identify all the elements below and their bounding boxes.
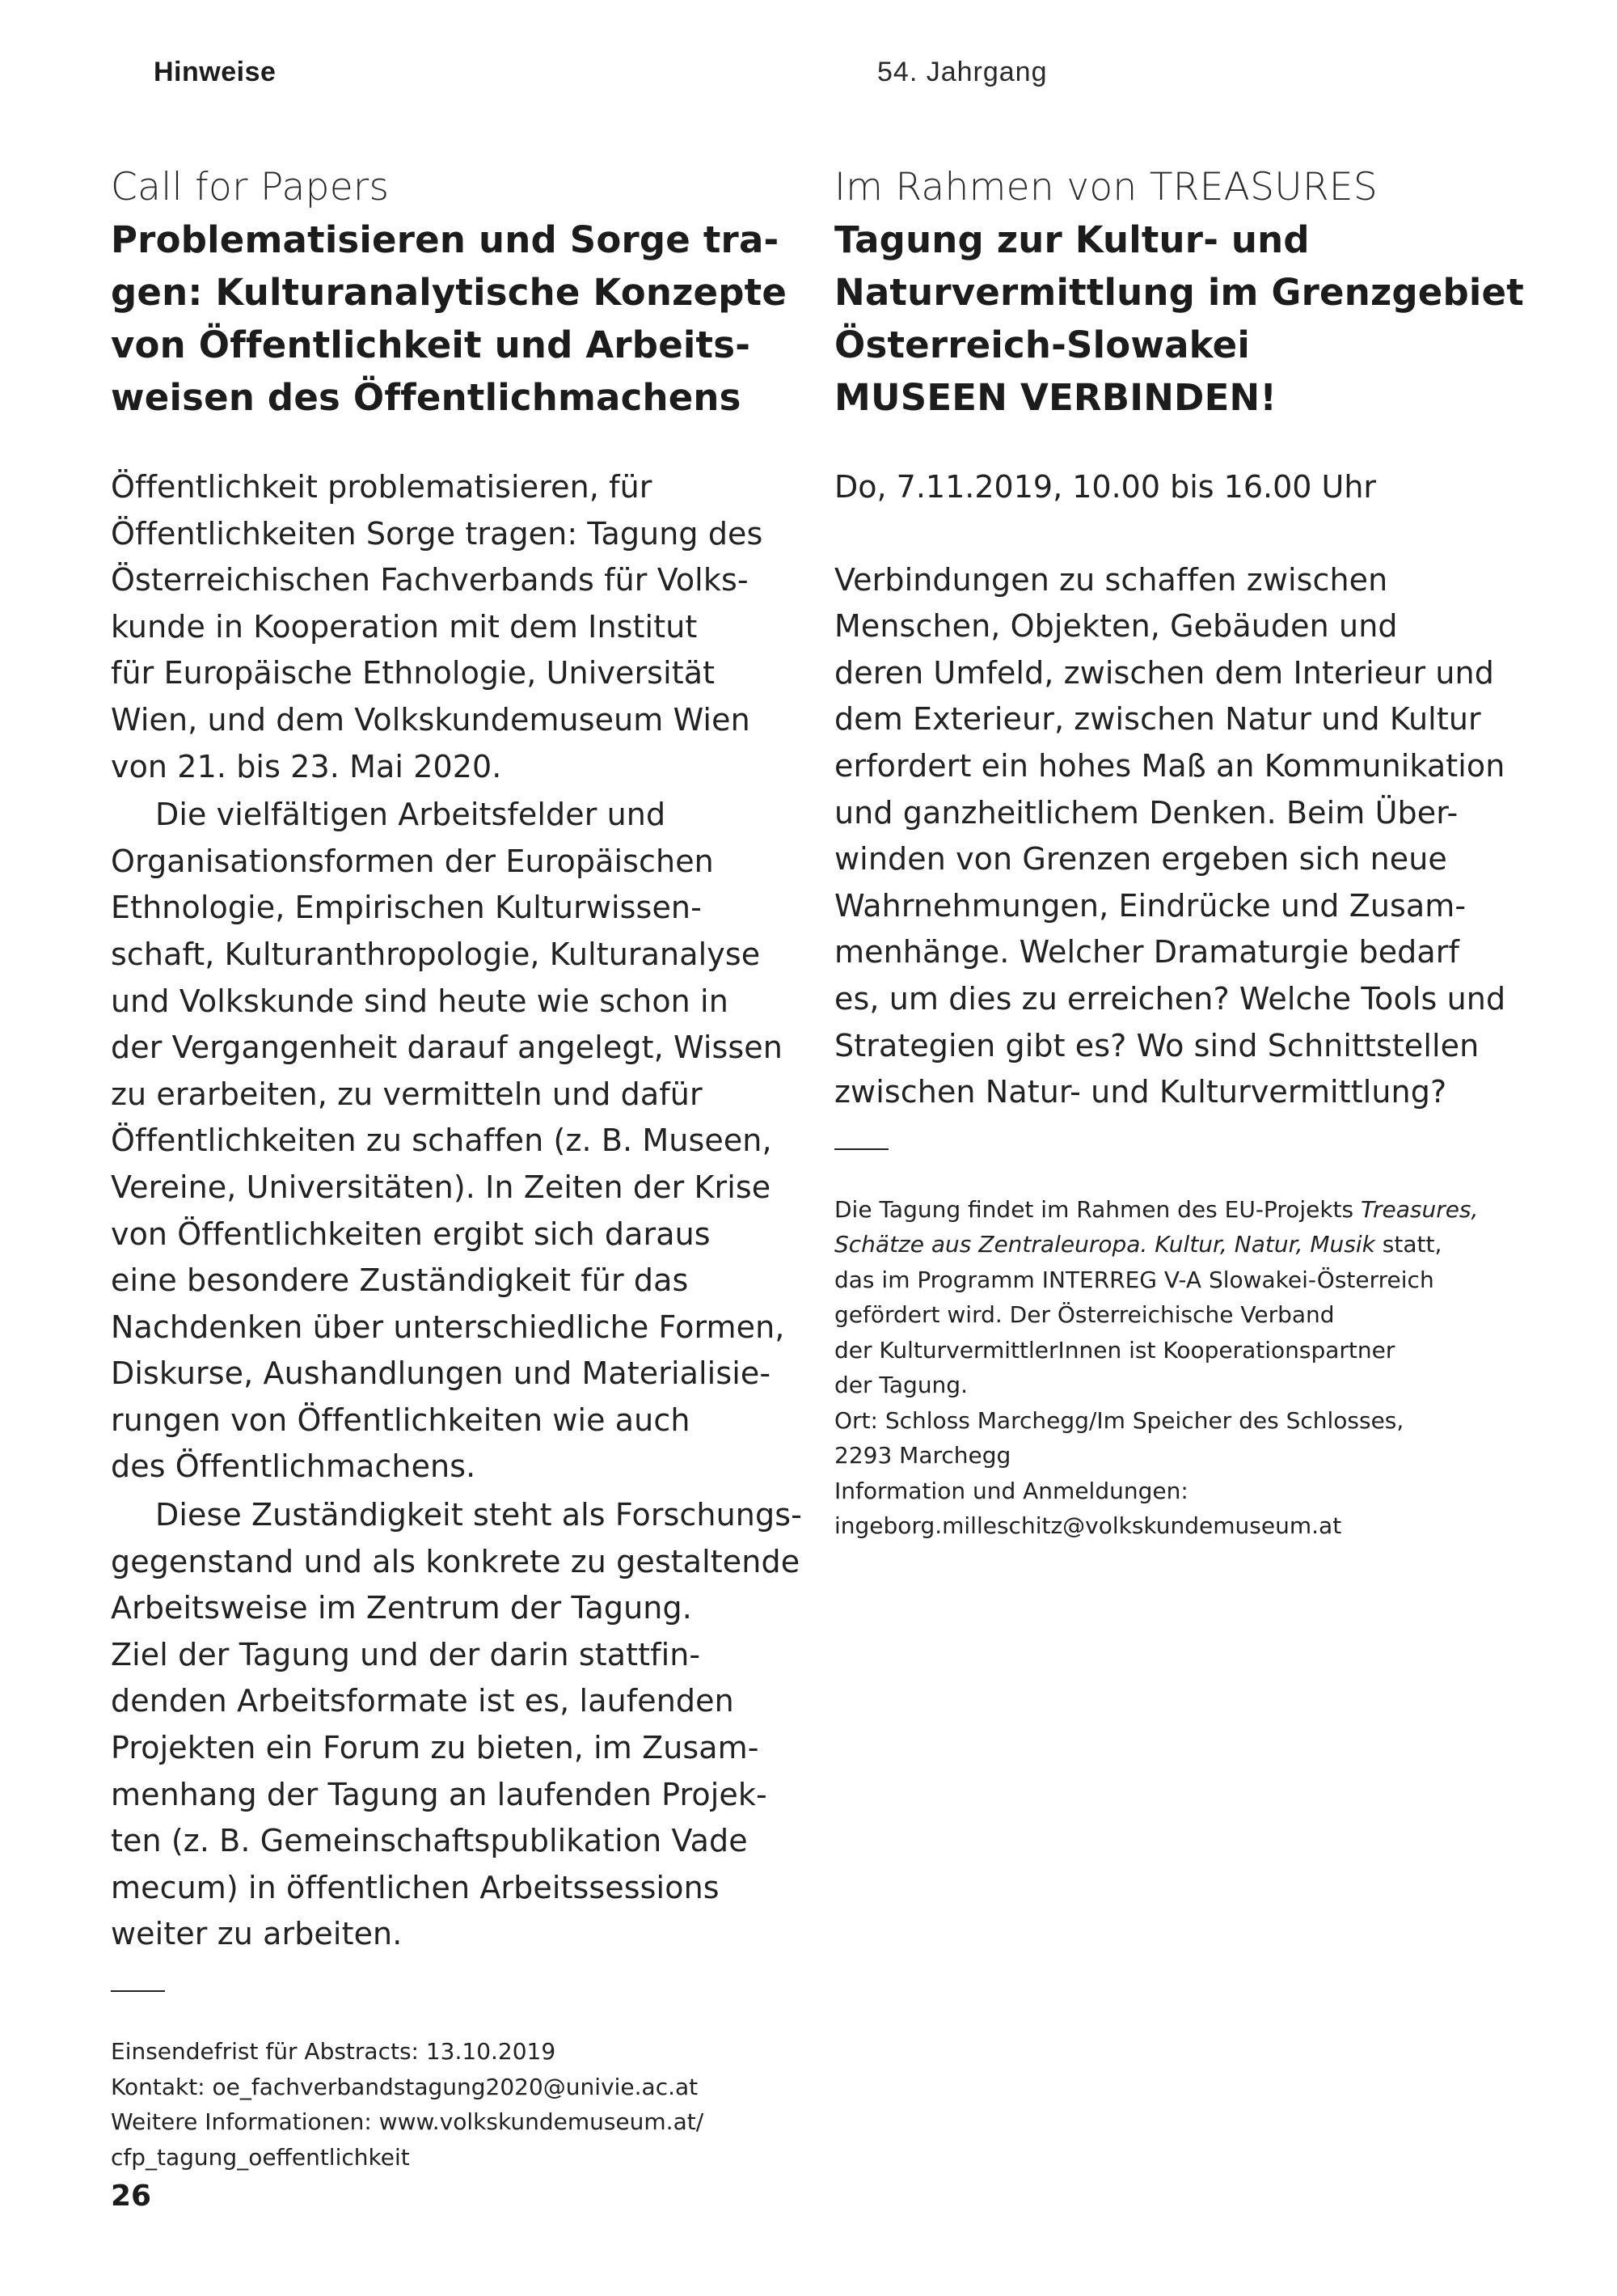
body-line: winden von Grenzen ergeben sich neue <box>834 841 1447 877</box>
body-line: und ganzheitlichem Denken. Beim Über- <box>834 794 1459 831</box>
body-line: denden Arbeitsformate ist es, laufenden <box>111 1683 734 1719</box>
event-date: Do, 7.11.2019, 10.00 bis 16.00 Uhr <box>834 469 1377 505</box>
body-line: Diskurse, Aushandlungen und Materialisie- <box>111 1355 771 1392</box>
project-note-line: der Tagung. <box>834 1372 968 1399</box>
article-kicker: Call for Papers <box>111 165 390 209</box>
article-headline <box>111 214 806 424</box>
footnote-divider <box>111 1990 165 1992</box>
headline-line: MUSEEN VERBINDEN! <box>834 376 1277 419</box>
body-line: Öffentlichkeiten zu schaffen (z. B. Museen, <box>111 1123 772 1159</box>
body-line: Die vielfältigen Arbeitsfelder und <box>155 797 666 833</box>
body-line: menhang der Tagung an laufenden Projek- <box>111 1776 767 1812</box>
body-line: Verbindungen zu schaffen zwischen <box>834 561 1388 598</box>
article-headline <box>834 214 1546 424</box>
body-line: kunde in Kooperation mit dem Institut <box>111 608 698 645</box>
body-line: Arbeitsweise im Zentrum der Tagung. <box>111 1590 692 1626</box>
registration-email[interactable]: ingeborg.milleschitz@volkskundemuseum.at <box>834 1512 1342 1540</box>
body-line: gegenstand und als konkrete zu gestaltende <box>111 1543 800 1579</box>
body-line: Öffentlichkeit problematisieren, für <box>111 469 652 505</box>
body-line: zwischen Natur- und Kulturvermittlung? <box>834 1074 1447 1110</box>
headline-line: Österreich-Slowakei <box>834 323 1250 366</box>
project-note-line: das im Programm INTERREG V-A Slowakei-Österreich <box>834 1266 1434 1293</box>
project-note-line <box>834 1227 1546 1262</box>
contact-email[interactable]: Kontakt: oe_fachverbandstagung2020@univie.ac.at <box>111 2073 699 2100</box>
body-line: Strategien gibt es? Wo sind Schnittstellen <box>834 1027 1480 1063</box>
body-line: der Vergangenheit darauf angelegt, Wissen <box>111 1030 783 1066</box>
running-head-section: Hinweise <box>154 57 277 87</box>
body-line: Wahrnehmungen, Eindrücke und Zusam- <box>834 887 1467 924</box>
paragraph-2 <box>111 792 806 1490</box>
body-line: Vereine, Universitäten). In Zeiten der Krise <box>111 1169 771 1205</box>
running-head-volume: 54. Jahrgang <box>877 57 1048 87</box>
body-line: Menschen, Objekten, Gebäuden und <box>834 608 1398 645</box>
body-line: zu erarbeiten, zu vermitteln und dafür <box>111 1076 703 1112</box>
headline-line: Tagung zur Kultur- und <box>834 218 1310 261</box>
body-line: es, um dies zu erreichen? Welche Tools und <box>834 980 1506 1017</box>
paragraph-3 <box>111 1492 806 1958</box>
body-line: schaft, Kulturanthropologie, Kulturanalyse <box>111 936 761 972</box>
event-location-postcode: 2293 Marchegg <box>834 1442 1011 1469</box>
more-info-link[interactable]: Weitere Informationen: www.volkskundemuseum.at/ <box>111 2108 704 2135</box>
body-line: Organisationsformen der Europäischen <box>111 843 714 879</box>
project-note-line: der KulturvermittlerInnen ist Kooperationspartner <box>834 1336 1395 1364</box>
body-line: Diese Zuständigkeit steht als Forschungs- <box>155 1497 802 1533</box>
body-line: von 21. bis 23. Mai 2020. <box>111 748 502 784</box>
body-line: ten (z. B. Gemeinschaftspublikation Vade <box>111 1823 748 1859</box>
body-line: Öffentlichkeiten Sorge tragen: Tagung des <box>111 515 763 552</box>
body-line: für Europäische Ethnologie, Universität <box>111 655 716 691</box>
body-line: mecum) in öffentlichen Arbeitssessions <box>111 1869 720 1905</box>
body-line: deren Umfeld, zwischen dem Interieur und <box>834 654 1494 691</box>
body-line: eine besondere Zuständigkeit für das <box>111 1262 689 1299</box>
event-location: Ort: Schloss Marchegg/Im Speicher des Schlosses, <box>834 1406 1404 1434</box>
body-line: Österreichischen Fachverbands für Volks- <box>111 562 749 598</box>
body-line: weiter zu arbeiten. <box>111 1916 403 1952</box>
body-line: Ethnologie, Empirischen Kulturwissen- <box>111 890 702 926</box>
headline-line: Naturvermittlung im Grenzgebiet <box>834 271 1524 314</box>
body-line: Nachdenken über unterschiedliche Formen, <box>111 1309 785 1345</box>
headline-line: von Öffentlichkeit und Arbeits- <box>111 323 751 366</box>
body-line: von Öffentlichkeiten ergibt sich daraus <box>111 1216 711 1252</box>
project-title-italic: Treasures, <box>1361 1195 1479 1223</box>
more-info-link-continued[interactable]: cfp_tagung_oeffentlichkeit <box>111 2143 410 2171</box>
abstract-deadline: Einsendefrist für Abstracts: 13.10.2019 <box>111 2038 556 2065</box>
body-line: und Volkskunde sind heute wie schon in <box>111 983 728 1019</box>
body-line: erfordert ein hohes Maß an Kommunikation <box>834 747 1505 784</box>
project-note-text: statt, <box>1374 1231 1442 1258</box>
article-kicker: Im Rahmen von TREASURES <box>834 165 1378 209</box>
body-line: Wien, und dem Volkskundemuseum Wien <box>111 701 750 738</box>
body-line: menhänge. Welcher Dramaturgie bedarf <box>834 934 1459 970</box>
paragraph-1 <box>111 464 806 790</box>
project-title-italic: Schätze aus Zentraleuropa. Kultur, Natur, Musik <box>834 1231 1375 1258</box>
article-body <box>834 557 1546 1116</box>
project-note-line <box>834 1192 1546 1228</box>
registration-label: Information und Anmeldungen: <box>834 1477 1188 1504</box>
call-for-papers-article <box>111 162 806 2175</box>
project-note-text: Die Tagung findet im Rahmen des EU-Projekts <box>834 1195 1362 1223</box>
cfp-details <box>111 2034 806 2175</box>
body-line: Projekten ein Forum zu bieten, im Zusam- <box>111 1730 759 1766</box>
body-line: rungen von Öffentlichkeiten wie auch <box>111 1402 690 1438</box>
event-details <box>834 1192 1546 1544</box>
headline-line: weisen des Öffentlichmachens <box>111 376 741 419</box>
body-line: Ziel der Tagung und der darin stattfin- <box>111 1636 701 1672</box>
footnote-divider <box>834 1148 889 1150</box>
headline-line: Problematisieren und Sorge tra- <box>111 218 779 261</box>
headline-line: gen: Kulturanalytische Konzepte <box>111 271 787 314</box>
article-body <box>111 464 806 1958</box>
page-number: 26 <box>111 2180 152 2213</box>
body-line: dem Exterieur, zwischen Natur und Kultur <box>834 701 1481 738</box>
project-note-line: gefördert wird. Der Österreichische Verband <box>834 1301 1335 1329</box>
treasures-article <box>834 162 1546 1544</box>
body-line: des Öffentlichmachens. <box>111 1448 476 1485</box>
